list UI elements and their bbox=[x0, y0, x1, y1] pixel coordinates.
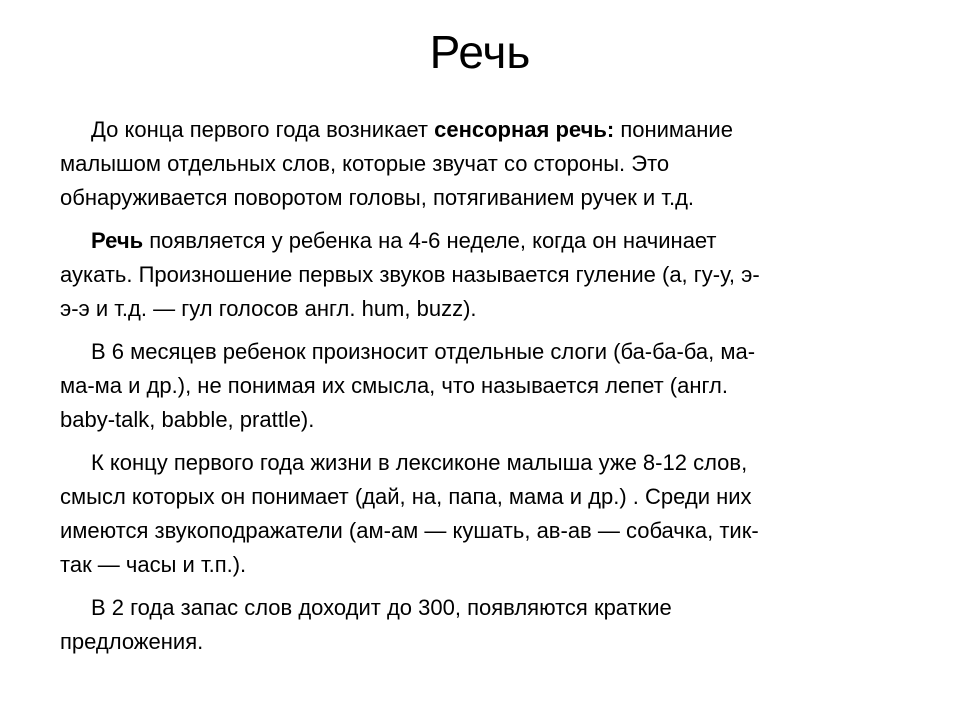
text-line: предложения. bbox=[60, 629, 204, 654]
text-line: так — часы и т.п.). bbox=[60, 552, 247, 577]
text-line: обнаруживается поворотом головы, потягиванием ручек и т.д. bbox=[60, 185, 695, 210]
paragraph-babbling bbox=[60, 335, 902, 437]
text-line: В 6 месяцев ребенок произносит отдельные слоги (ба-ба-ба, ма- bbox=[91, 339, 756, 364]
text-line: аукать. Произношение первых звуков называется гуление (а, гу-у, э- bbox=[60, 262, 760, 287]
bold-term: Речь bbox=[91, 228, 144, 253]
slide-title: Речь bbox=[429, 26, 531, 78]
text-line: смысл которых он понимает (дай, на, папа, мама и др.) . Среди них bbox=[60, 484, 752, 509]
text-segment: понимание bbox=[614, 117, 733, 142]
text-line: baby-talk, babble, prattle). bbox=[60, 407, 315, 432]
slide-body bbox=[60, 113, 902, 668]
text-line: ма-ма и др.), не понимая их смысла, что называется лепет (англ. bbox=[60, 373, 728, 398]
text-line: малышом отдельных слов, которые звучат со стороны. Это bbox=[60, 151, 670, 176]
text-line: э-э и т.д. — гул голосов англ. hum, buzz). bbox=[60, 296, 477, 321]
paragraph-vocabulary-two-years bbox=[60, 591, 902, 659]
text-line: В 2 года запас слов доходит до 300, появляются краткие bbox=[91, 595, 672, 620]
text-line: имеются звукоподражатели (ам-ам — кушать, ав-ав — собачка, тик- bbox=[60, 518, 759, 543]
text-line bbox=[60, 224, 902, 258]
bold-term: сенсорная речь: bbox=[434, 117, 615, 142]
text-segment: появляется у ребенка на 4-6 неделе, когда он начинает bbox=[143, 228, 717, 253]
text-line bbox=[60, 113, 902, 147]
text-segment: До конца первого года возникает bbox=[91, 117, 435, 142]
paragraph-vocabulary-first-year bbox=[60, 446, 902, 582]
text-line: К концу первого года жизни в лексиконе малыша уже 8-12 слов, bbox=[91, 450, 748, 475]
paragraph-speech-onset bbox=[60, 224, 902, 326]
paragraph-sensory-speech bbox=[60, 113, 902, 215]
